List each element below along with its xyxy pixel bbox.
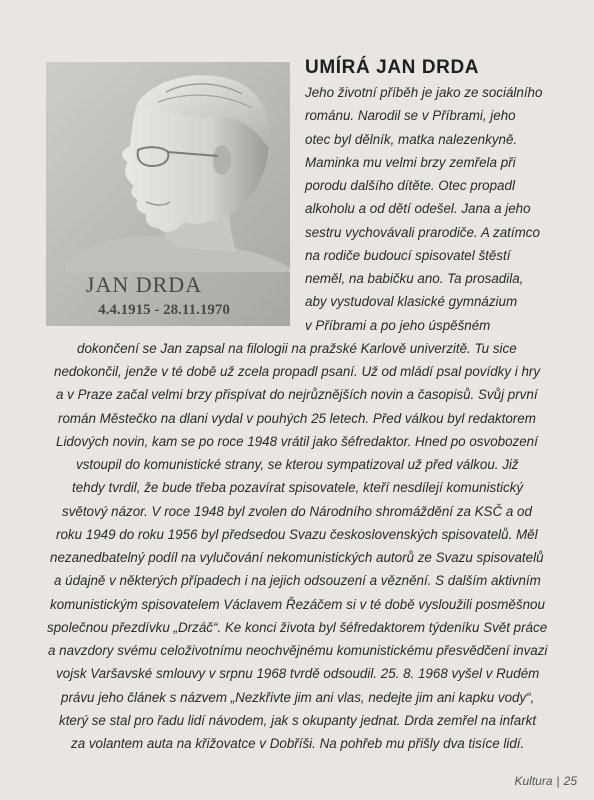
body-line: který se stal pro řadu lidí návodem, jak s okupanty jednat. Drda zemřel na infarkt [59,712,537,728]
body-line: vojsk Varšavské smlouvy v srpnu 1968 tvrdě odsoudil. 25. 8. 1968 vyšel v Rudém [56,666,540,682]
body-line: nedokončil, jenže v té době už zcela propadl psaní. Už od mládí psal povídky i hry [54,364,541,379]
plaque-dates: 4.4.1915 - 28.11.1970 [98,302,230,318]
memorial-plaque-photo [46,62,290,326]
body-line: a v Praze začal velmi brzy přispívat do nejrůznějších novin a časopisů. Svůj první [56,387,538,403]
body-line: otec byl dělník, matka nalezenkyně. [305,131,518,147]
body-line: nezanedbatelný podíl na vylučování nekomunistických autorů ze Svazu spisovatelů [50,550,544,565]
body-line: tehdy tvrdil, že bude třeba pozavírat spisovatele, kteří nesdílejí komunistický [72,480,524,496]
body-line: Maminka mu velmi brzy zemřela při [305,154,516,170]
body-line: právu jeho článek s názvem „Nezkřivte jim ani vlas, nedejte jim ani kapku vody“, [61,689,535,705]
body-line: aby vystudoval klasické gymnázium [305,294,518,310]
body-line: sestru vychovávali prarodiče. A zatímco [305,224,540,240]
plaque-name: JAN DRDA [85,272,203,297]
plaque-relief-image [46,62,290,326]
body-line: dokončení se Jan zapsal na filologii na pražské Karlově univerzitě. Tu sice [77,340,517,356]
footer-section: Kultura [514,774,553,788]
body-line: světový názor. V roce 1948 byl zvolen do Národního shromáždění za KSČ a od [62,503,532,519]
footer-page-number: 25 [563,774,577,788]
body-line: Jeho životní příběh je jako ze sociálního [305,85,543,100]
body-line: porodu dalšího dítěte. Otec propadl [305,178,515,193]
footer-separator: | [556,774,560,788]
body-line: vstoupil do komunistické strany, se kterou sympatizoval už před válkou. Již [76,457,519,472]
body-line: komunistickým spisovatelem Václavem Řezáčem si v té době vysloužili posměšnou [50,596,545,612]
body-line: neměl, na babičku ano. Ta prosadila, [305,271,524,286]
body-line: za volantem auta na křižovatce v Dobříši. Na pohřeb mu přišly dva tisíce lidí. [71,736,525,751]
body-line: roku 1949 do roku 1956 byl předsedou Svazu československých spisovatelů. Měl [56,526,538,542]
body-line: společnou přezdívku „Drzáč“. Ke konci života byl šéfredaktorem týdeníku Svět práce [47,619,548,635]
body-line: na rodiče budoucí spisovatel štěstí [305,247,511,263]
article-title: UMÍRÁ JAN DRDA [305,57,480,78]
body-line: románu. Narodil se v Příbrami, jeho [305,108,516,124]
body-line: a navzdory svému celoživotnímu neochvějnému komunistickému přesvědčení invazi [48,643,548,658]
body-line: Lidových novin, kam se po roce 1948 vrátil jako šéfredaktor. Hned po osvobození [56,433,538,449]
body-line: v Příbrami a po jeho úspěšném [305,317,491,333]
body-line: a údajně v některých případech i na jejich odsouzení a věznění. S dalším aktivním [54,573,541,589]
body-line: alkoholu a od dětí odešel. Jana a jeho [305,201,531,217]
body-line: román Městečko na dlani vydal v pouhých 25 letech. Před válkou byl redaktorem [58,410,536,426]
page-footer [514,774,577,788]
